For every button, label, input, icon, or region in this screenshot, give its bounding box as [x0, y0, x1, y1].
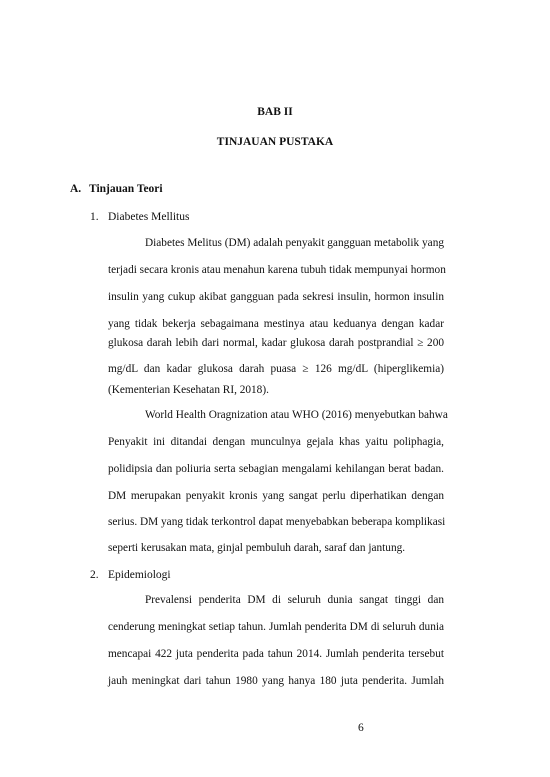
chapter-number: BAB II [257, 106, 293, 118]
paragraph-line: DM merupakan penyakit kronis yang sangat perlu diperhatikan dengan [108, 490, 444, 502]
chapter-title: TINJAUAN PUSTAKA [216, 136, 334, 148]
paragraph-line: Diabetes Melitus (DM) adalah penyakit gangguan metabolik yang [145, 237, 444, 249]
paragraph-line: Penyakit ini ditandai dengan munculnya gejala khas yaitu poliphagia, [108, 436, 444, 448]
paragraph-line: mencapai 422 juta penderita pada tahun 2014. Jumlah penderita tersebut [108, 648, 444, 660]
page-number: 6 [358, 722, 364, 734]
paragraph-line: seperti kerusakan mata, ginjal pembuluh darah, saraf dan jantung. [108, 542, 406, 554]
paragraph-line: glukosa darah lebih dari normal, kadar glukosa darah postprandial ≥ 200 [108, 337, 444, 349]
paragraph-line: World Health Oragnization atau WHO (2016) menyebutkan bahwa [145, 409, 448, 421]
paragraph-line: terjadi secara kronis atau menahun karena tubuh tidak mempunyai hormon [108, 264, 446, 276]
section-label: A. [70, 183, 82, 195]
paragraph-line: yang tidak bekerja sebagaimana mestinya atau keduanya dengan kadar [108, 318, 444, 330]
paragraph-line: Prevalensi penderita DM di seluruh dunia sangat tinggi dan [145, 594, 444, 606]
subsection-number: 1. [90, 211, 99, 223]
paragraph-line: (Kementerian Kesehatan RI, 2018). [108, 384, 269, 396]
paragraph-line: serius. DM yang tidak terkontrol dapat menyebabkan beberapa komplikasi [108, 516, 446, 528]
paragraph-line: polidipsia dan poliuria serta sebagian mengalami kehilangan berat badan. [108, 463, 444, 475]
section-title: Tinjauan Teori [89, 183, 163, 195]
subsection-number: 2. [90, 569, 99, 581]
paragraph-line: mg/dL dan kadar glukosa darah puasa ≥ 126 mg/dL (hiperglikemia) [108, 363, 444, 375]
subsection-title: Diabetes Mellitus [108, 211, 190, 223]
paragraph-line: insulin yang cukup akibat gangguan pada sekresi insulin, hormon insulin [108, 291, 444, 303]
subsection-title: Epidemiologi [108, 569, 171, 581]
paragraph-line: cenderung meningkat setiap tahun. Jumlah penderita DM di seluruh dunia [108, 621, 444, 633]
paragraph-line: jauh meningkat dari tahun 1980 yang hanya 180 juta penderita. Jumlah [108, 675, 444, 687]
